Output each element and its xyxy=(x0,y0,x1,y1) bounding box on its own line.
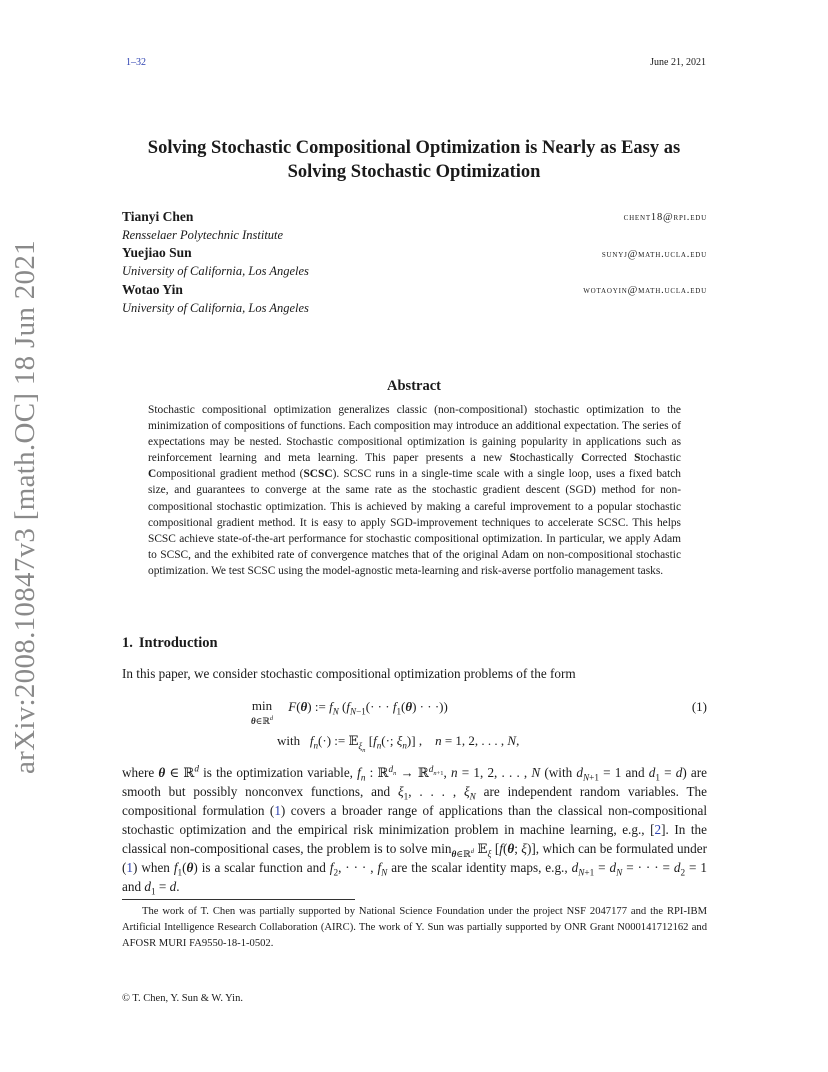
footnote: The work of T. Chen was partially supported by National Science Foundation under the project NSF 2047177 and the RPI-IBM Artificial Intelligence Research Collaboration (AIRC). The work of Y. Sun was partially supported by ONR Grant N000141712162 and AFOSR MURI FA9550-18-1-0502. xyxy=(122,906,707,949)
author-affiliation: Rensselaer Polytechnic Institute xyxy=(122,228,284,242)
page-range[interactable]: 1–32 xyxy=(126,57,146,68)
intro-sentence: In this paper, we consider stochastic compositional optimization problems of the form xyxy=(122,666,576,681)
equation-reference-link[interactable]: 1 xyxy=(274,803,281,818)
author-affiliation: University of California, Los Angeles xyxy=(122,264,309,278)
author-name: Wotao Yin xyxy=(122,282,183,297)
footnote-rule xyxy=(122,899,355,900)
header-date: June 21, 2021 xyxy=(650,57,706,68)
title-line-1: Solving Stochastic Compositional Optimization is Nearly as Easy as xyxy=(147,138,681,158)
equation-with: with $f_n(\cdot)$ := 𝔼$_{\xi_n}$ [$f_n(\cdot$; $\xi_n$)] , n = 1, 2, . . . , N, xyxy=(277,733,520,754)
section-title: Introduction xyxy=(138,635,218,651)
author-affiliation: University of California, Los Angeles xyxy=(122,301,309,315)
abstract-text-part-1: Stochastic compositional optimization generalizes classic (non-compositional) stochastic optimization to the minimization of compositions of functions. Each composition may introduce an additional expectation. The series of expectations may be nested. Stochastic compositional optimization is gaining popularity in applications such as reinforcement learning and meta learning. This paper presents a new xyxy=(148,404,681,465)
author-email: wotaoyin@math.ucla.edu xyxy=(583,285,707,296)
author-email: sunyj@math.ucla.edu xyxy=(601,249,707,260)
author-name: Yuejiao Sun xyxy=(122,245,192,260)
citation-link[interactable]: 2 xyxy=(654,822,662,837)
section-heading xyxy=(122,635,218,652)
intro-paragraph: where θ ∈ ℝ$^d$ is the optimization variable, $f_n$ : ℝ$^{d_n}$ → ℝ$^{d_{n+1}}$, n = 1, 2, . . . , N (with $d_{N+1} = 1$ and $d_1 = d$) are smooth but possibly nonconvex functions, and $\xi_1$, . . . , $\xi_N$ are independent random variables. The compositional formulation (1) covers a broader range of applications than the classical non-compositional stochastic optimization and the empirical risk minimization problem in machine learning, e.g., [2]. In the classical non-compositional cases, the problem is to solve $\min_{\theta\in ℝ^d}$ 𝔼$_\xi$ [f(θ; ξ)], which can be formulated under (1) when $f_1(\theta)$ is a scalar function and $f_2$, · · · , $f_N$ are the scalar identity maps, e.g., $d_{N+1} = d_N$ = · · · = $d_2 = 1$ and $d_1 = d$. xyxy=(122,763,708,897)
title-line-2: Solving Stochastic Optimization xyxy=(287,162,541,182)
author-name: Tianyi Chen xyxy=(122,209,194,224)
section-number: 1. xyxy=(122,635,133,651)
equation-number: (1) xyxy=(691,699,707,714)
arxiv-stamp: arXiv:2008.10847v3 [math.OC] 18 Jun 2021 xyxy=(9,240,41,774)
abstract-text-part-2: runs in a single-time scale with a single loop, uses a fixed batch size, and guarantees to converge at the same rate as the stochastic gradient descent (SGD) method for non-compositional stochastic optimization. This is achieved by making a careful improvement to a popular stochastic compositional gradient method. It is easy to apply SGD-improvement techniques to accelerate SCSC. This helps SCSC achieve state-of-the-art performance for stochastic compositional optimization. In particular, we apply Adam to SCSC, and the exhibited rate of convergence matches that of the original Adam on non-compositional stochastic optimization. We test SCSC using the model-agnostic meta-learning and risk-averse portfolio management tasks. xyxy=(148,468,681,577)
abstract-text: Stochastic compositional optimization generalizes classic (non-compositional) stochastic optimization to the minimization of compositions of functions. Each composition may introduce an additional expectation. The series of expectations may be nested. Stochastic compositional optimization is gaining popularity in applications such as reinforcement learning and meta learning. This paper presents a new Stochastically Corrected Stochastic Compositional gradient method (SCSC). SCSC runs in a single-time scale with a single loop, uses a fixed batch size, and guarantees to converge at the same rate as the stochastic gradient descent (SGD) method for non-compositional stochastic optimization. This is achieved by making a careful improvement to a popular stochastic compositional gradient method. It is easy to apply SGD-improvement techniques to accelerate SCSC. This helps SCSC achieve state-of-the-art performance for stochastic compositional optimization. In particular, we apply Adam to SCSC, and the exhibited rate of convergence matches that of the original Adam on non-compositional stochastic optimization. We test SCSC using the model-agnostic meta-learning and risk-averse portfolio management tasks. xyxy=(148,404,681,577)
abstract-heading: Abstract xyxy=(387,378,441,394)
author-email: chent18@rpi.edu xyxy=(623,212,707,223)
equation-reference-link[interactable]: 1 xyxy=(126,860,133,875)
paper-title xyxy=(100,136,728,184)
copyright: © T. Chen, Y. Sun & W. Yin. xyxy=(122,993,243,1004)
equation-min: min θ∈ℝ$^d$ F(θ) := $f_N$ ($f_{N-1}(\cdot$ · · $f_1(\theta)$ · · ·)) xyxy=(251,698,448,726)
